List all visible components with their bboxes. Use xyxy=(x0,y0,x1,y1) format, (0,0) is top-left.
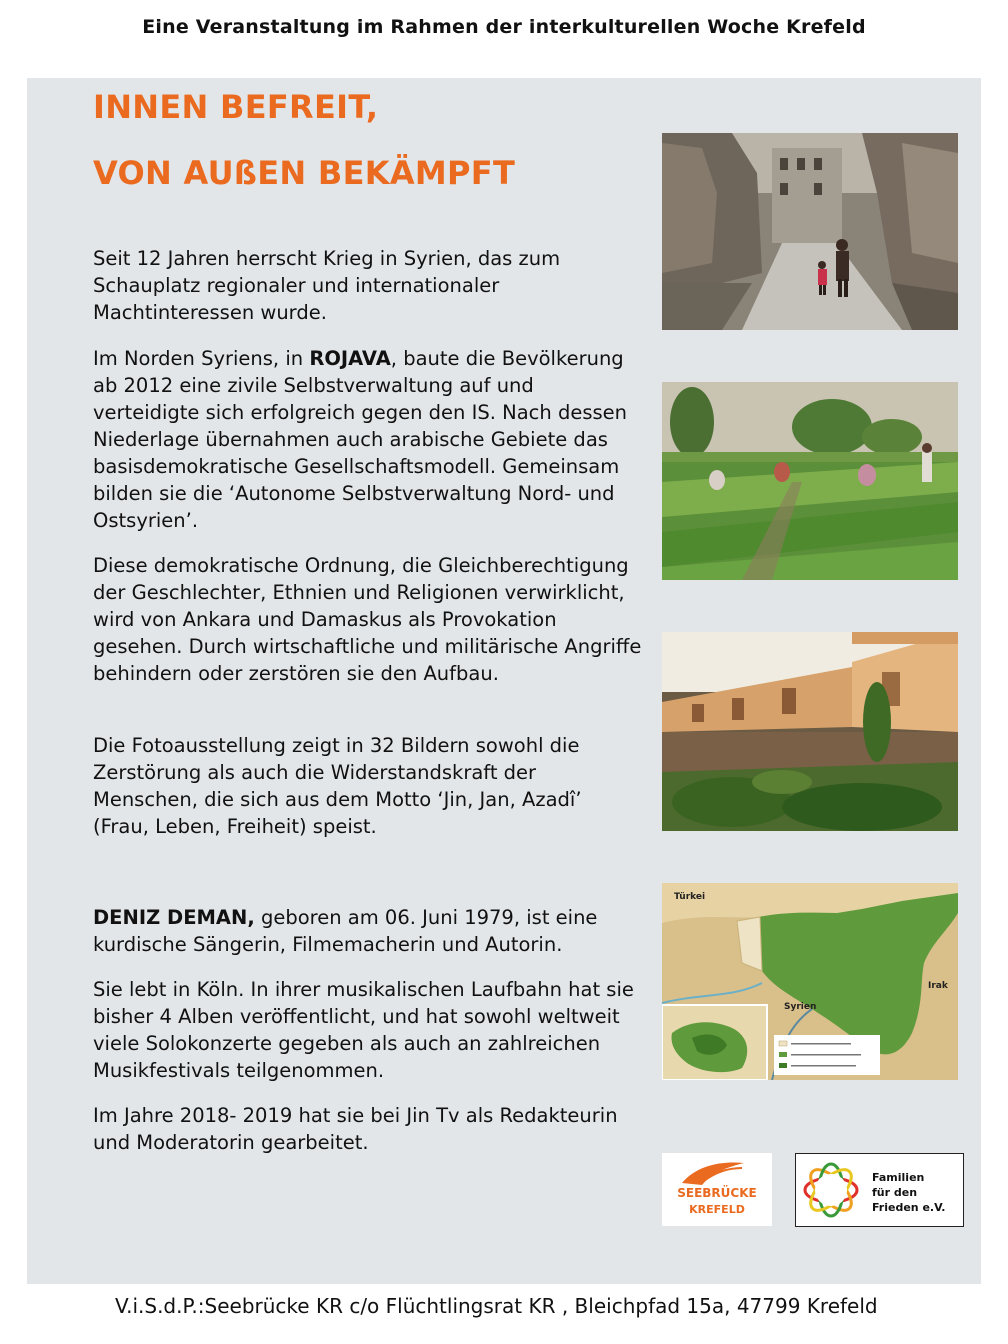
headline-line-2: VON AUßEN BEKÄMPFT xyxy=(93,154,516,192)
photo-village xyxy=(662,632,958,831)
artist-name: DENIZ DEMAN, xyxy=(93,906,255,929)
headline-line-1: INNEN BEFREIT, xyxy=(93,88,379,126)
paragraph-democracy: Diese demokratische Ordnung, die Gleichberechtigung der Geschlechter, Ethnien und Religionen verwirklicht, wird von Ankara und Damaskus als Provokation gesehen. Durch wirtschaftliche und militärische Angriffe behindern oder zerstören sie den Aufbau. xyxy=(93,554,642,685)
map-label-iraq: Irak xyxy=(928,981,948,991)
rojava-text-before: Im Norden Syriens, in xyxy=(93,347,310,370)
familien-line-2: für den xyxy=(872,1186,918,1199)
paragraph-war-intro: Seit 12 Jahren herrscht Krieg in Syrien, das zum Schauplatz regionaler und internationaler Machtinteressen wurde. xyxy=(93,247,561,324)
photo-destroyed-street xyxy=(662,133,958,330)
paragraph-jin-tv: Im Jahre 2018- 2019 hat sie bei Jin Tv als Redakteurin und Moderatorin gearbeitet. xyxy=(93,1104,618,1154)
paragraph-exhibition: Die Fotoausstellung zeigt in 32 Bildern sowohl die Zerstörung als auch die Widerstandskraft der Menschen, die sich aus dem Motto ‘Jin, Jan, Azadî’ (Frau, Leben, Freiheit) speist. xyxy=(93,734,582,838)
rojava-bold: ROJAVA xyxy=(309,347,391,370)
map-label-turkey: Türkei xyxy=(674,892,706,902)
seebruecke-krefeld-logo xyxy=(662,1153,772,1226)
peace-wreath-icon xyxy=(804,1163,858,1217)
rojava-text-after: , baute die Bevölkerung ab 2012 eine zivile Selbstverwaltung auf und verteidigte sich erfolgreich gegen den IS. Nach dessen Niederlage übernahmen auch arabische Gebiete das basisdemokratische Gesellschaftsmodell. Gemeinsam bilden sie die ‘Autonome Selbstverwaltung Nord- und Ostsyrien’. xyxy=(93,347,628,532)
event-banner: Eine Veranstaltung im Rahmen der interkulturellen Woche Krefeld xyxy=(142,16,866,38)
map-rojava xyxy=(662,883,958,1080)
artist-bio: geboren am 06. Juni 1979, ist eine kurdische Sängerin, Filmemacherin und Autorin. xyxy=(93,906,598,956)
familien-fuer-den-frieden-logo xyxy=(795,1153,964,1227)
map-label-syria: Syrien xyxy=(784,1002,817,1012)
paragraph-career: Sie lebt in Köln. In ihrer musikalischen Laufbahn hat sie bisher 4 Alben veröffentlicht, und hat sowohl weltweit viele Solokonzerte gegeben als auch an zahlreichen Musikfestivals teilgenommen. xyxy=(93,978,634,1082)
paragraph-deniz-deman xyxy=(93,904,643,958)
familien-line-1: Familien xyxy=(872,1171,925,1184)
seebruecke-name: SEEBRÜCKE xyxy=(677,1186,757,1200)
familien-line-3: Frieden e.V. xyxy=(872,1201,946,1214)
imprint-footer: V.i.S.d.P.:Seebrücke KR c/o Flüchtlingsrat KR , Bleichpfad 15a, 47799 Krefeld xyxy=(115,1294,878,1318)
photo-green-field xyxy=(662,382,958,580)
seebruecke-city: KREFELD xyxy=(689,1203,745,1216)
paragraph-rojava xyxy=(93,345,643,534)
